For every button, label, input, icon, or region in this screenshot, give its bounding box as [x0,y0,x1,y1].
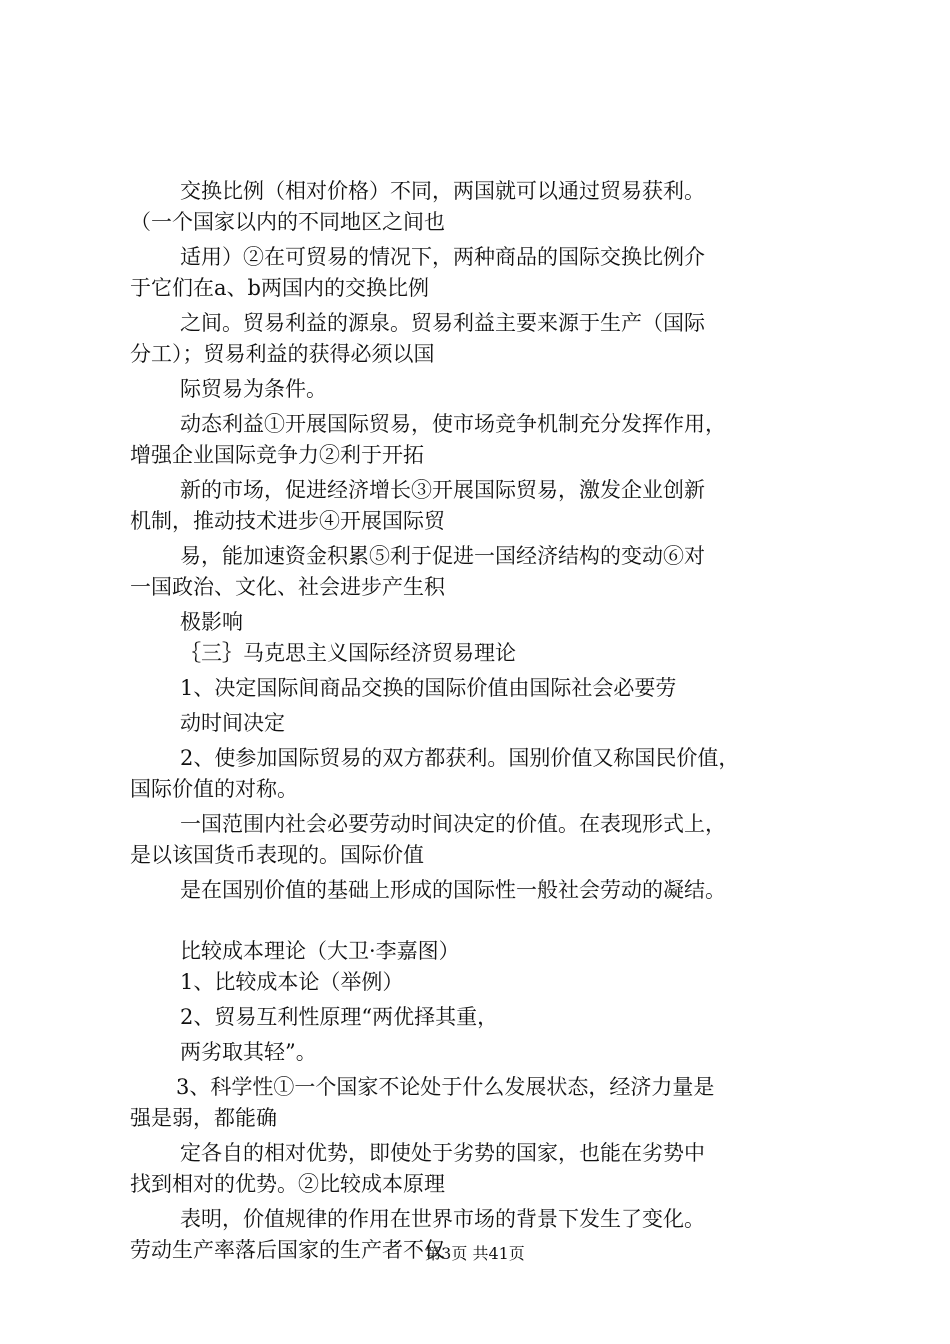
text-line: 之间。贸易利益的源泉。贸易利益主要来源于生产（国际 [180,311,705,335]
section-heading: 比较成本理论（大卫·李嘉图） [180,939,460,963]
text-line: 国际价值的对称。 [130,777,298,801]
text-line: 劳动生产率落后国家的生产者不仅 [130,1238,445,1262]
text-line: 际贸易为条件。 [180,377,327,401]
page-number-label: 第3页 共41页 [425,1244,525,1263]
document-body [130,176,840,1266]
text-line: 分工）；贸易利益的获得必须以国 [130,342,435,366]
text-line: 动时间决定 [180,711,285,735]
text-line: 于它们在a、b两国内的交换比例 [130,276,429,300]
text-line: 2、贸易互利性原理“两优择其重， [180,1005,499,1029]
text-line: 一国范围内社会必要劳动时间决定的价值。在表现形式上， [180,812,726,836]
text-line: 是在国别价值的基础上形成的国际性一般社会劳动的凝结。 [180,878,726,902]
page-footer [0,1244,950,1264]
section-heading: ｛三｝马克思主义国际经济贸易理论 [180,641,516,665]
text-line: 3、科学性①一个国家不论处于什么发展状态，经济力量是 [176,1075,715,1099]
text-line: 定各自的相对优势，即使处于劣势的国家，也能在劣势中 [180,1141,705,1165]
text-line: 两劣取其轻”。 [180,1040,317,1064]
text-line: 强是弱，都能确 [130,1106,277,1130]
text-line: 1、比较成本论（举例） [180,970,404,994]
text-line: 动态利益①开展国际贸易，使市场竞争机制充分发挥作用， [180,412,726,436]
text-line: 易，能加速资金积累⑤利于促进一国经济结构的变动⑥对 [180,544,705,568]
text-line: 找到相对的优势。②比较成本原理 [130,1172,445,1196]
text-line: 机制，推动技术进步④开展国际贸 [130,509,445,533]
text-line: （一个国家以内的不同地区之间也 [130,210,445,234]
text-line: 增强企业国际竞争力②利于开拓 [130,443,424,467]
text-line: 适用）②在可贸易的情况下，两种商品的国际交换比例介 [180,245,705,269]
text-line: 1、决定国际间商品交换的国际价值由国际社会必要劳 [180,676,677,700]
text-line: 2、使参加国际贸易的双方都获利。国别价值又称国民价值， [180,746,740,770]
text-line: 是以该国货币表现的。国际价值 [130,843,424,867]
text-line: 极影响 [180,610,243,634]
text-line: 交换比例（相对价格）不同，两国就可以通过贸易获利。 [180,179,705,203]
text-line: 新的市场，促进经济增长③开展国际贸易，激发企业创新 [180,478,705,502]
text-line: 表明，价值规律的作用在世界市场的背景下发生了变化。 [180,1207,705,1231]
text-line: 一国政治、文化、社会进步产生积 [130,575,445,599]
